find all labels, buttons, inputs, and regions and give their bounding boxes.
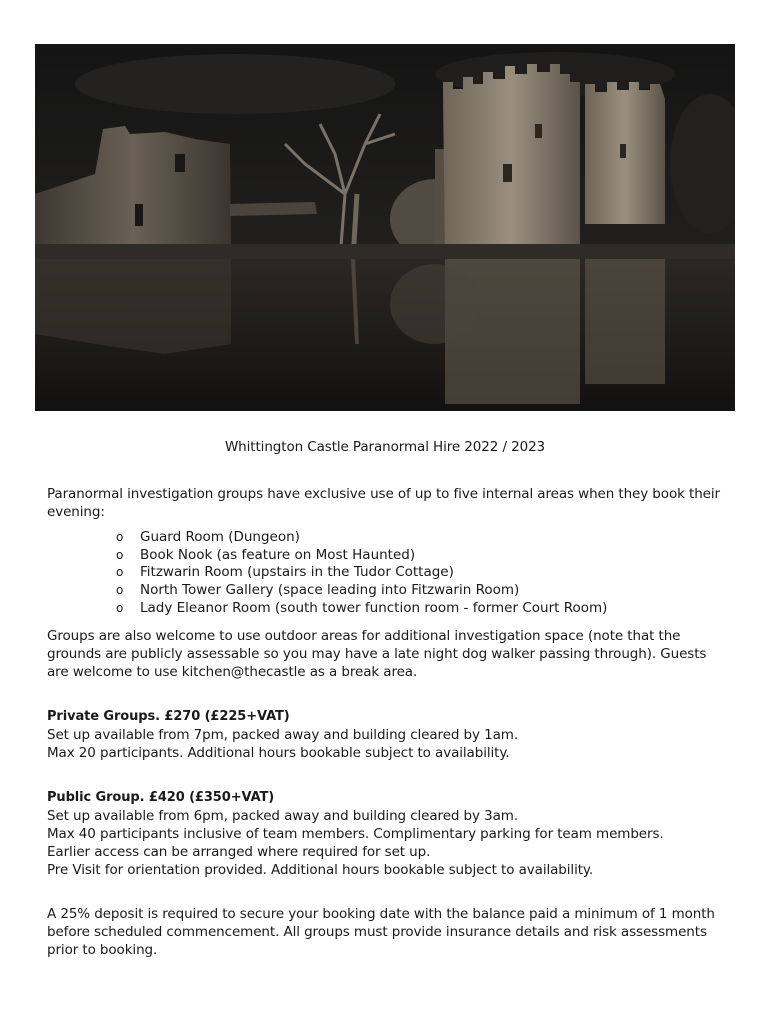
private-groups-line: Max 20 participants. Additional hours bookable subject to availability. xyxy=(47,745,510,761)
castle-photo xyxy=(35,44,735,411)
private-groups-line: Set up available from 7pm, packed away and building cleared by 1am. xyxy=(47,727,519,743)
list-item xyxy=(116,564,716,582)
bullet-marker: o xyxy=(116,565,124,580)
list-item xyxy=(116,529,716,547)
list-item xyxy=(116,547,716,565)
area-label: Book Nook (as feature on Most Haunted) xyxy=(140,546,416,563)
area-label: Guard Room (Dungeon) xyxy=(140,529,300,545)
public-group-line: Set up available from 6pm, packed away and building cleared by 3am. xyxy=(47,808,519,824)
public-group-section xyxy=(47,789,727,879)
outdoor-paragraph: Groups are also welcome to use outdoor areas for additional investigation space (note that the grounds are publicly assessable so you may have a late night dog walker passing through). Guests are welcome to use kitchen@thecastle as a break area. xyxy=(47,628,707,680)
deposit-paragraph: A 25% deposit is required to secure your booking date with the balance paid a minimum of 1 month before scheduled commencement. All groups must provide insurance details and risk assessments prior to booking. xyxy=(47,906,715,958)
bullet-marker: o xyxy=(116,547,124,562)
list-item xyxy=(116,582,716,600)
document-title: Whittington Castle Paranormal Hire 2022 / 2023 xyxy=(224,439,546,455)
list-item xyxy=(116,600,716,618)
bullet-marker: o xyxy=(116,530,124,544)
area-label: North Tower Gallery (space leading into Fitzwarin Room) xyxy=(140,582,520,599)
public-group-line: Earlier access can be arranged where required for set up. xyxy=(47,844,431,860)
private-groups-section xyxy=(47,708,727,762)
bullet-marker: o xyxy=(116,600,124,615)
bullet-marker: o xyxy=(116,583,124,598)
public-group-heading: Public Group. £420 (£350+VAT) xyxy=(47,790,275,805)
public-group-line: Max 40 participants inclusive of team members. Complimentary parking for team members. xyxy=(47,826,664,842)
intro-paragraph: Paranormal investigation groups have exclusive use of up to five internal areas when they book their evening: xyxy=(47,486,720,520)
area-label: Fitzwarin Room (upstairs in the Tudor Cottage) xyxy=(140,564,454,581)
internal-areas-list xyxy=(116,529,716,618)
private-groups-heading: Private Groups. £270 (£225+VAT) xyxy=(47,709,290,724)
area-label: Lady Eleanor Room (south tower function room - former Court Room) xyxy=(140,599,608,616)
public-group-line: Pre Visit for orientation provided. Additional hours bookable subject to availability. xyxy=(47,862,594,878)
